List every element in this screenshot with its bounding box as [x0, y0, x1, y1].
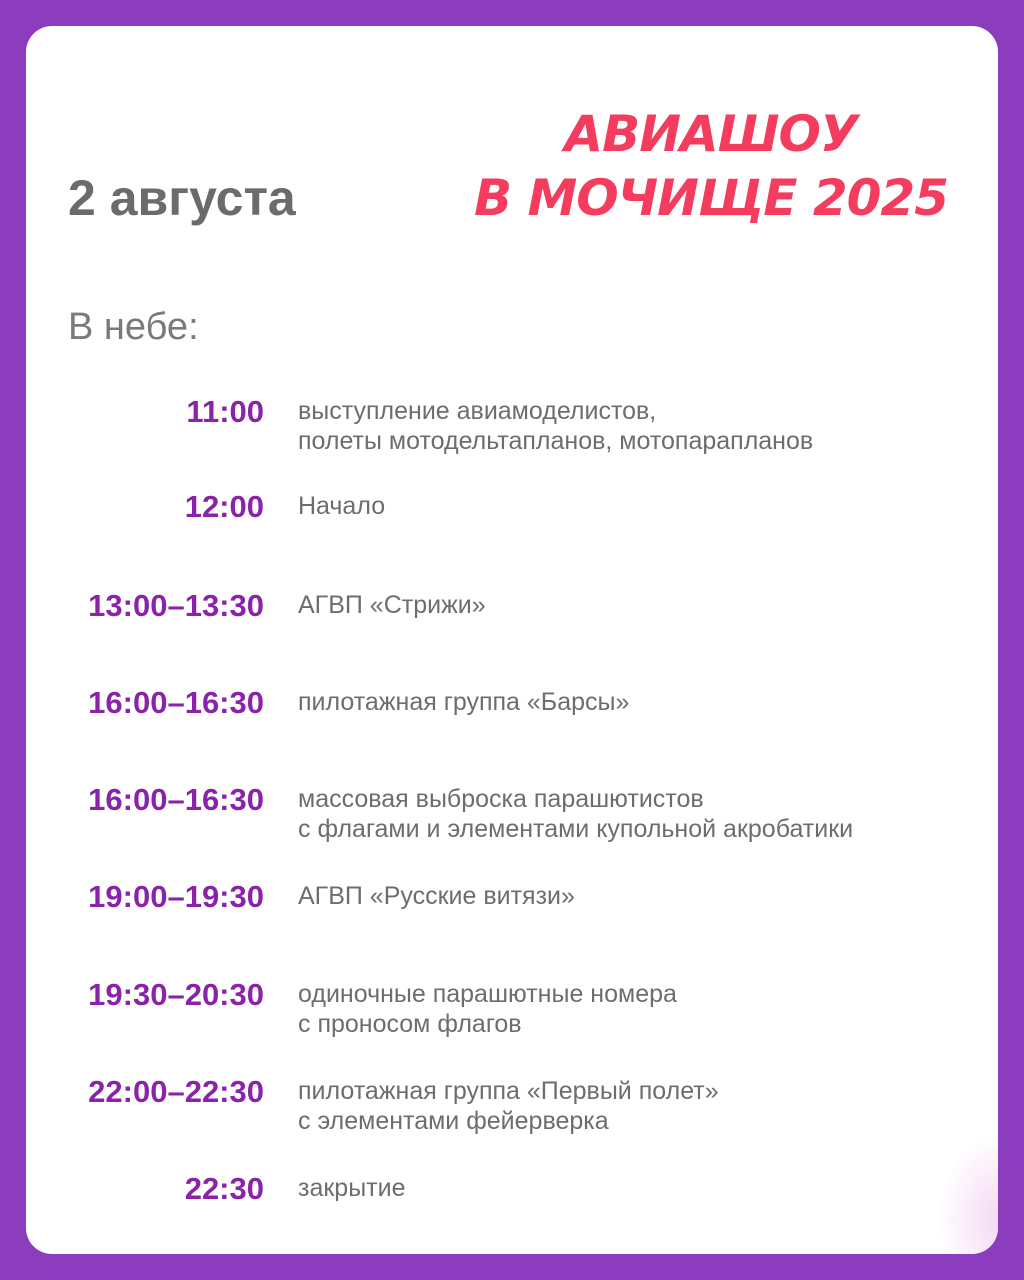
corner-glow [938, 1134, 998, 1254]
schedule-description [298, 1076, 719, 1136]
schedule-description [298, 881, 575, 911]
schedule-description [298, 687, 629, 717]
event-title [474, 102, 948, 230]
schedule-description-line: с флагами и элементами купольной акробатики [298, 815, 854, 843]
schedule-description-line: закрытие [298, 1174, 406, 1202]
event-title-line-1: АВИАШОУ [564, 105, 858, 163]
event-date: 2 августа [68, 170, 296, 226]
schedule-description [298, 979, 677, 1039]
schedule-card [26, 26, 998, 1254]
schedule-description [298, 784, 853, 844]
schedule-description-line: с элементами фейерверка [298, 1107, 609, 1135]
schedule-description [298, 396, 813, 456]
schedule-time: 19:00–19:30 [88, 879, 264, 914]
schedule-description-line: массовая выброска парашютистов [298, 785, 704, 813]
schedule-time: 12:00 [184, 489, 264, 524]
schedule-description-line: выступление авиамоделистов, [298, 397, 657, 425]
schedule-description [298, 1173, 406, 1203]
event-title-line-2: В МОЧИЩЕ 2025 [473, 169, 948, 227]
schedule-time: 16:00–16:30 [88, 782, 264, 817]
schedule-description-line: полеты мотодельтапланов, мотопарапланов [298, 427, 814, 455]
schedule-description-line: Начало [298, 492, 386, 520]
schedule-description-line: с проносом флагов [298, 1010, 522, 1038]
schedule-time: 16:00–16:30 [88, 685, 264, 720]
schedule-description [298, 491, 385, 521]
schedule-description-line: пилотажная группа «Первый полет» [298, 1077, 719, 1105]
schedule-description-line: пилотажная группа «Барсы» [298, 688, 630, 716]
schedule-description-line: АГВП «Стрижи» [298, 591, 486, 619]
schedule-description-line: одиночные парашютные номера [298, 980, 677, 1008]
schedule-time: 13:00–13:30 [88, 588, 264, 623]
schedule-description-line: АГВП «Русские витязи» [298, 882, 575, 910]
schedule-time: 22:00–22:30 [88, 1074, 264, 1109]
schedule-time: 22:30 [184, 1171, 264, 1206]
schedule-description [298, 590, 486, 620]
schedule-time: 19:30–20:30 [88, 977, 264, 1012]
section-heading: В небе: [68, 306, 199, 348]
schedule-time: 11:00 [186, 394, 264, 429]
